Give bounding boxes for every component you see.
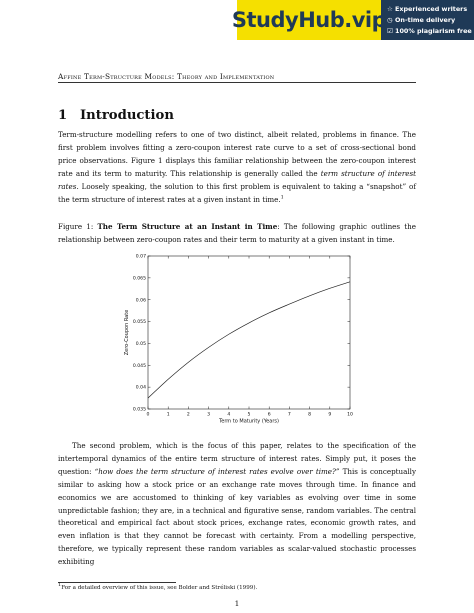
series-line [148, 282, 350, 398]
figure-title: The Term Structure at an Instant in Time [97, 222, 278, 231]
x-tick-label: 4 [227, 412, 231, 418]
running-head: Affine Term-Structure Models: Theory and Implementation [58, 72, 275, 81]
feature-item [387, 15, 474, 26]
feature-text: Experienced writers [395, 4, 468, 13]
paragraph-text: Term-structure modelling refers to one of two distinct, albeit related, problems in finance. The first problem involves fitting a zero-coupon interest rate curve to a set of cross-sectional bond price observations. Figure 1 displays this familiar relationship between the zero-coupon interest rate and its term to maturity. This relationship is generally called the [58, 130, 416, 178]
clock-icon: ◷ [387, 15, 393, 24]
figure-label: Figure 1: [58, 222, 98, 231]
footnote [58, 582, 258, 591]
paragraph-text: This is conceptually similar to asking how a stock price or an exchange rate moves through time. In finance and economics we are accustomed to thinking of key variables as evolving over time in some unpredictable fashion; they are, in a technical and figurative sense, random variables. The central theoretical and empirical fact about stock prices, exchange rates, economic growth rates, and even inflation is that they cannot be forecast with certainty. From a modelling perspective, therefore, we typically represent these random variables as scalar-valued stochastic processes exhibiting [58, 466, 416, 567]
x-tick-label: 1 [166, 412, 170, 418]
x-tick-label: 6 [267, 412, 271, 418]
x-tick-label: 3 [207, 412, 211, 418]
figure-caption-text: : The following graphic outlines the relationship between zero-coupon rates and their term to maturity at a given instant in time. [58, 222, 416, 244]
feature-item [387, 4, 474, 15]
section-title [58, 108, 174, 123]
star-icon: ☆ [387, 4, 393, 13]
section-heading: Introduction [80, 108, 174, 123]
x-tick-label: 5 [247, 412, 251, 418]
y-tick-label: 0.07 [135, 254, 146, 260]
x-tick-label: 10 [347, 412, 353, 418]
paragraph-intro [58, 129, 416, 206]
y-tick-label: 0.06 [135, 298, 146, 304]
x-tick-label: 9 [328, 412, 332, 418]
x-axis-label: Term to Maturity (Years) [219, 418, 279, 425]
x-tick-label: 8 [308, 412, 312, 418]
term-structure-chart [118, 250, 358, 428]
footnote-mark: 1 [58, 582, 62, 589]
section-number: 1 [58, 108, 68, 123]
brand-logo[interactable]: StudyHub.vip [237, 0, 381, 40]
emphasis-text: term structure of interest rates [58, 168, 416, 191]
y-axis-label: Zero-Coupon Rate [124, 309, 130, 356]
feature-item [387, 26, 474, 37]
footnote-rule [58, 582, 176, 583]
x-tick-label: 0 [146, 412, 150, 418]
paragraph-text: The second problem, which is the focus of this paper, relates to the specification of the intertemporal dynamics of the entire term structure of interest rates. Simply put, it poses the question: [58, 441, 416, 476]
footnote-marker[interactable]: 1 [280, 194, 284, 201]
paragraph-second-problem [58, 440, 416, 569]
y-tick-label: 0.045 [132, 363, 146, 369]
y-tick-label: 0.065 [132, 276, 146, 282]
x-tick-label: 2 [186, 412, 190, 418]
y-tick-label: 0.05 [135, 342, 146, 348]
advertisement-banner[interactable] [231, 0, 474, 40]
x-tick-label: 7 [287, 412, 291, 418]
footnote-text: For a detailed overview of this issue, see Bolder and Stréliski (1999). [61, 585, 258, 591]
y-tick-label: 0.055 [132, 320, 146, 326]
y-tick-label: 0.04 [135, 385, 146, 391]
header-rule [58, 82, 416, 83]
check-icon: ☑ [387, 26, 393, 35]
feature-text: 100% plagiarism free [395, 26, 472, 35]
figure-caption [58, 221, 416, 247]
y-tick-label: 0.035 [132, 407, 146, 413]
plot-frame [148, 256, 350, 409]
feature-text: On-time delivery [395, 15, 456, 24]
feature-list [381, 4, 474, 37]
page-number: 1 [234, 599, 240, 608]
emphasis-text: “how does the term structure of interest rates evolve over time?” [94, 466, 340, 476]
paragraph-text: . Loosely speaking, the solution to this first problem is equivalent to taking a “snapshot” of the term structure of interest rates at a given instant in time. [58, 181, 416, 204]
